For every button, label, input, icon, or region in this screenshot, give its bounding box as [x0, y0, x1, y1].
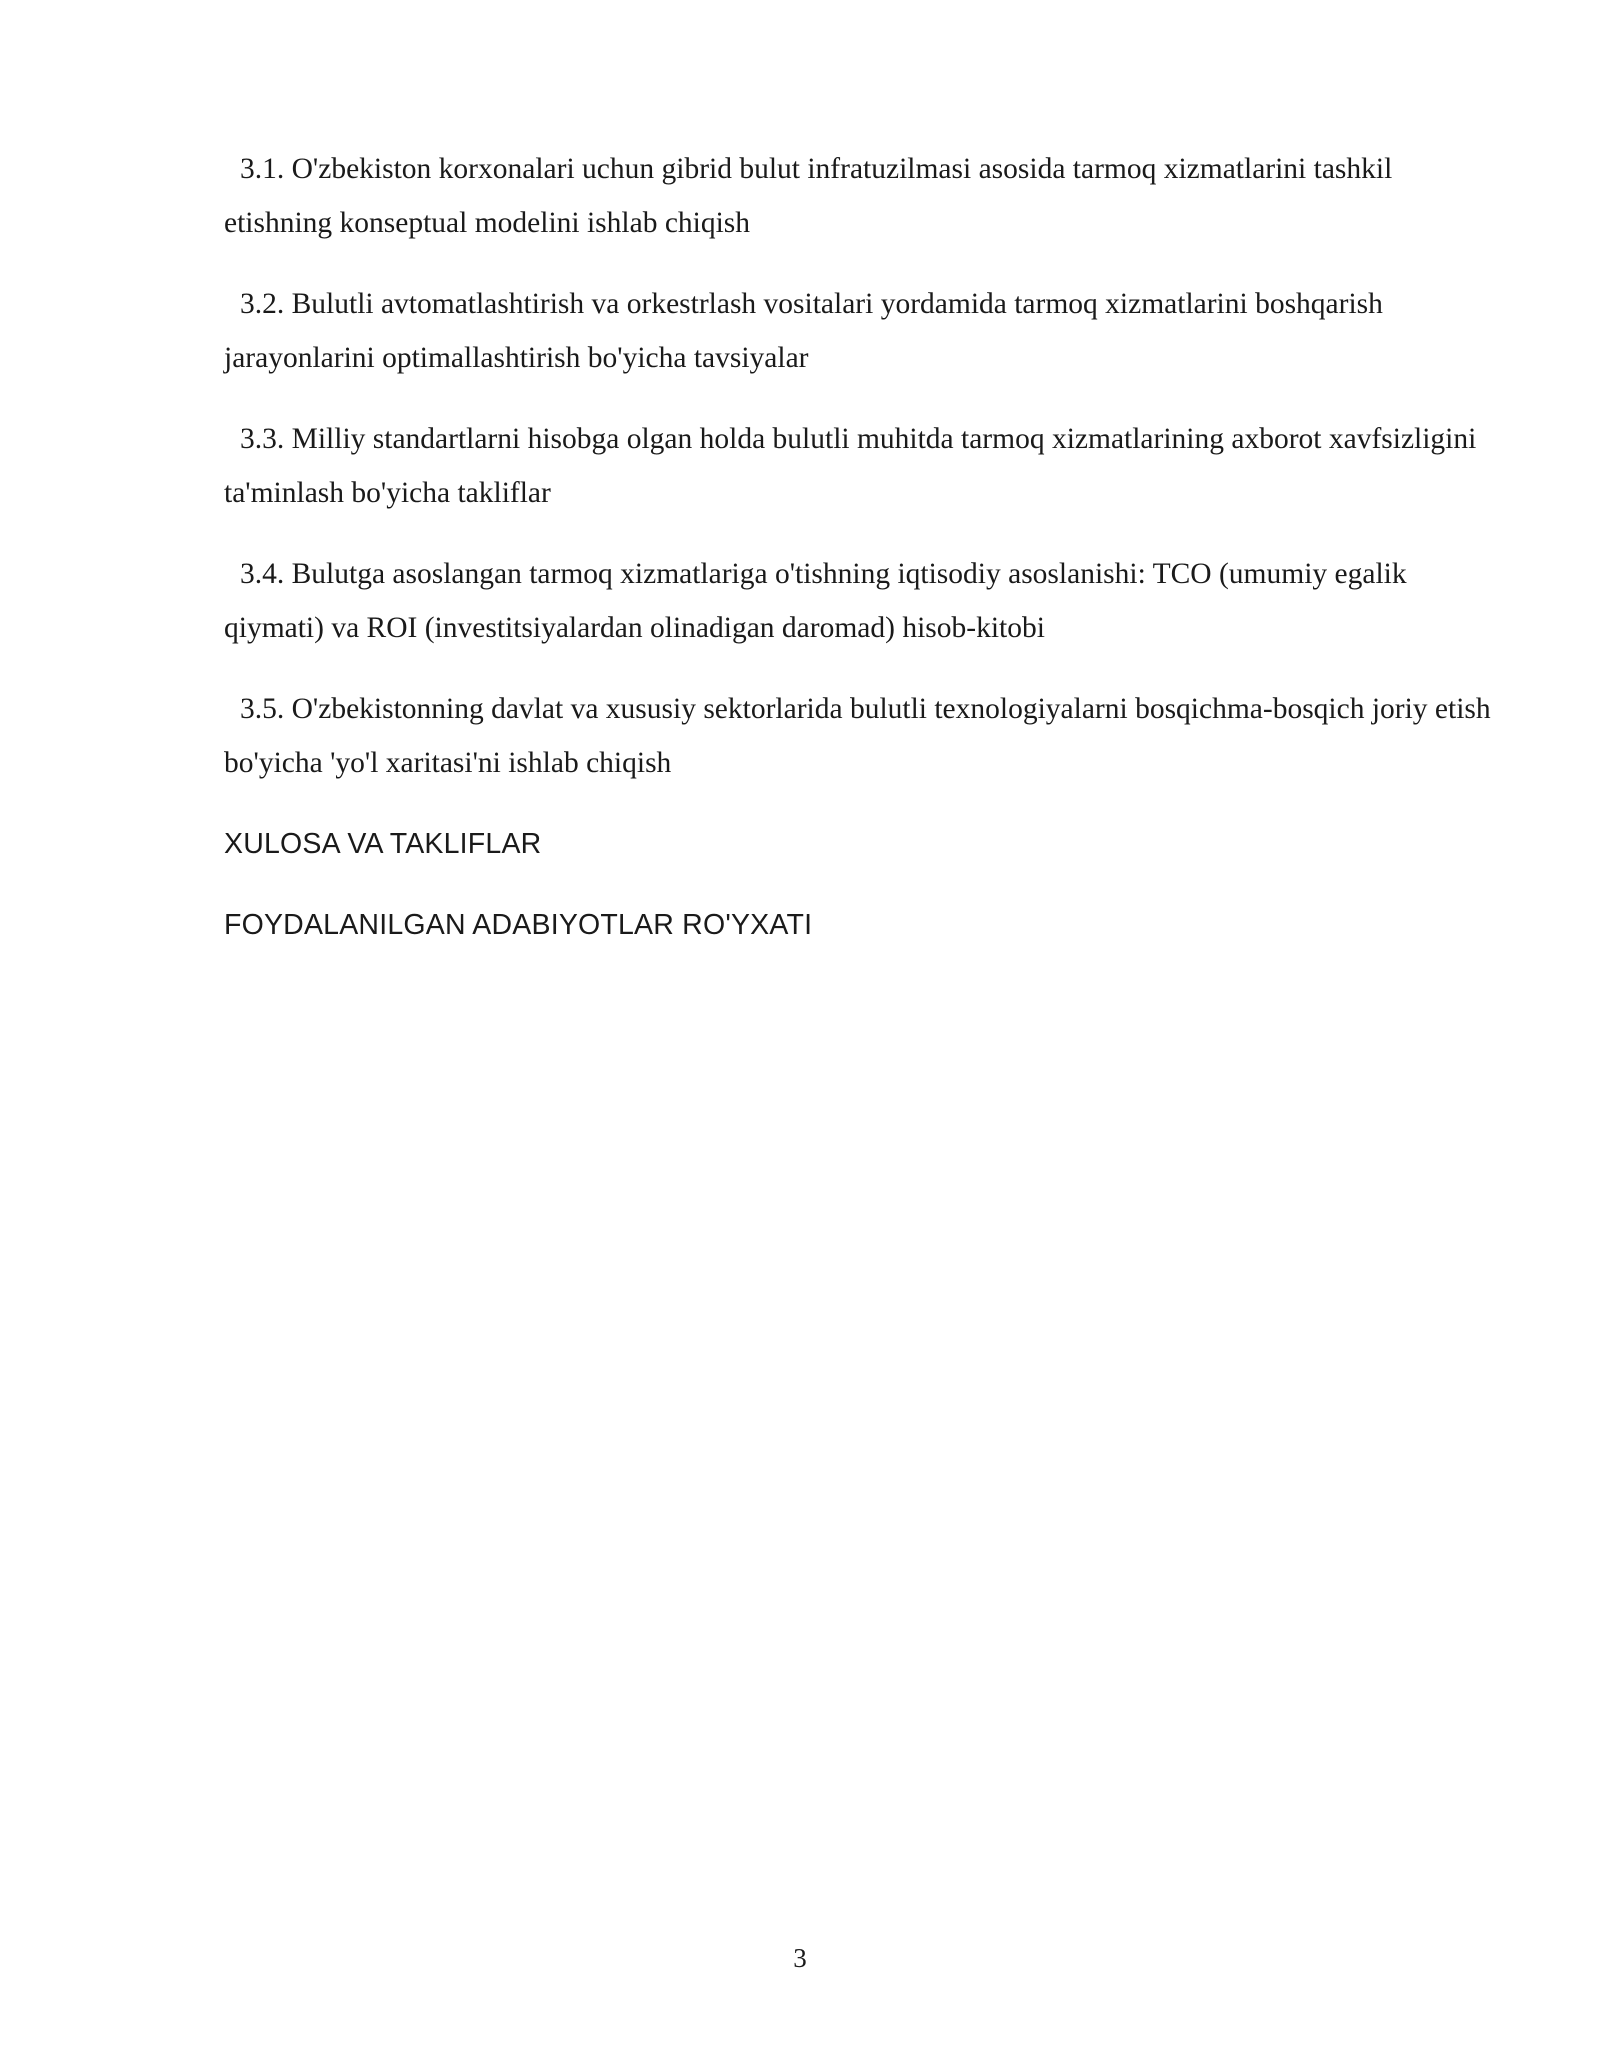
toc-entry-3-5: 3.5. O'zbekistonning davlat va xususiy sektorlarida bulutli texnologiyalarni bosqichma-bosqich joriy etish bo'yicha 'yo'l xaritasi'ni ishlab chiqish	[224, 693, 1491, 779]
toc-entry-3-3: 3.3. Milliy standartlarni hisobga olgan holda bulutli muhitda tarmoq xizmatlarining axborot xavfsizligini ta'minlash bo'yicha takliflar	[224, 423, 1477, 509]
toc-heading-references: FOYDALANILGAN ADABIYOTLAR RO'YXATI	[224, 909, 813, 941]
page-number: 3	[793, 1943, 807, 1973]
toc-entry-3-2: 3.2. Bulutli avtomatlashtirish va orkestrlash vositalari yordamida tarmoq xizmatlarini boshqarish jarayonlarini optimallashtirish bo'yicha tavsiyalar	[224, 288, 1383, 374]
toc-entry-3-1: 3.1. O'zbekiston korxonalari uchun gibrid bulut infratuzilmasi asosida tarmoq xizmatlarini tashkil etishning konseptual modelini ishlab chiqish	[224, 153, 1393, 239]
toc-heading-conclusions: XULOSA VA TAKLIFLAR	[224, 828, 542, 860]
table-of-contents	[224, 142, 1494, 979]
toc-entry-3-4: 3.4. Bulutga asoslangan tarmoq xizmatlariga o'tishning iqtisodiy asoslanishi: TCO (umumiy egalik qiymati) va ROI (investitsiyalardan olinadigan daromad) hisob-kitobi	[224, 558, 1407, 644]
